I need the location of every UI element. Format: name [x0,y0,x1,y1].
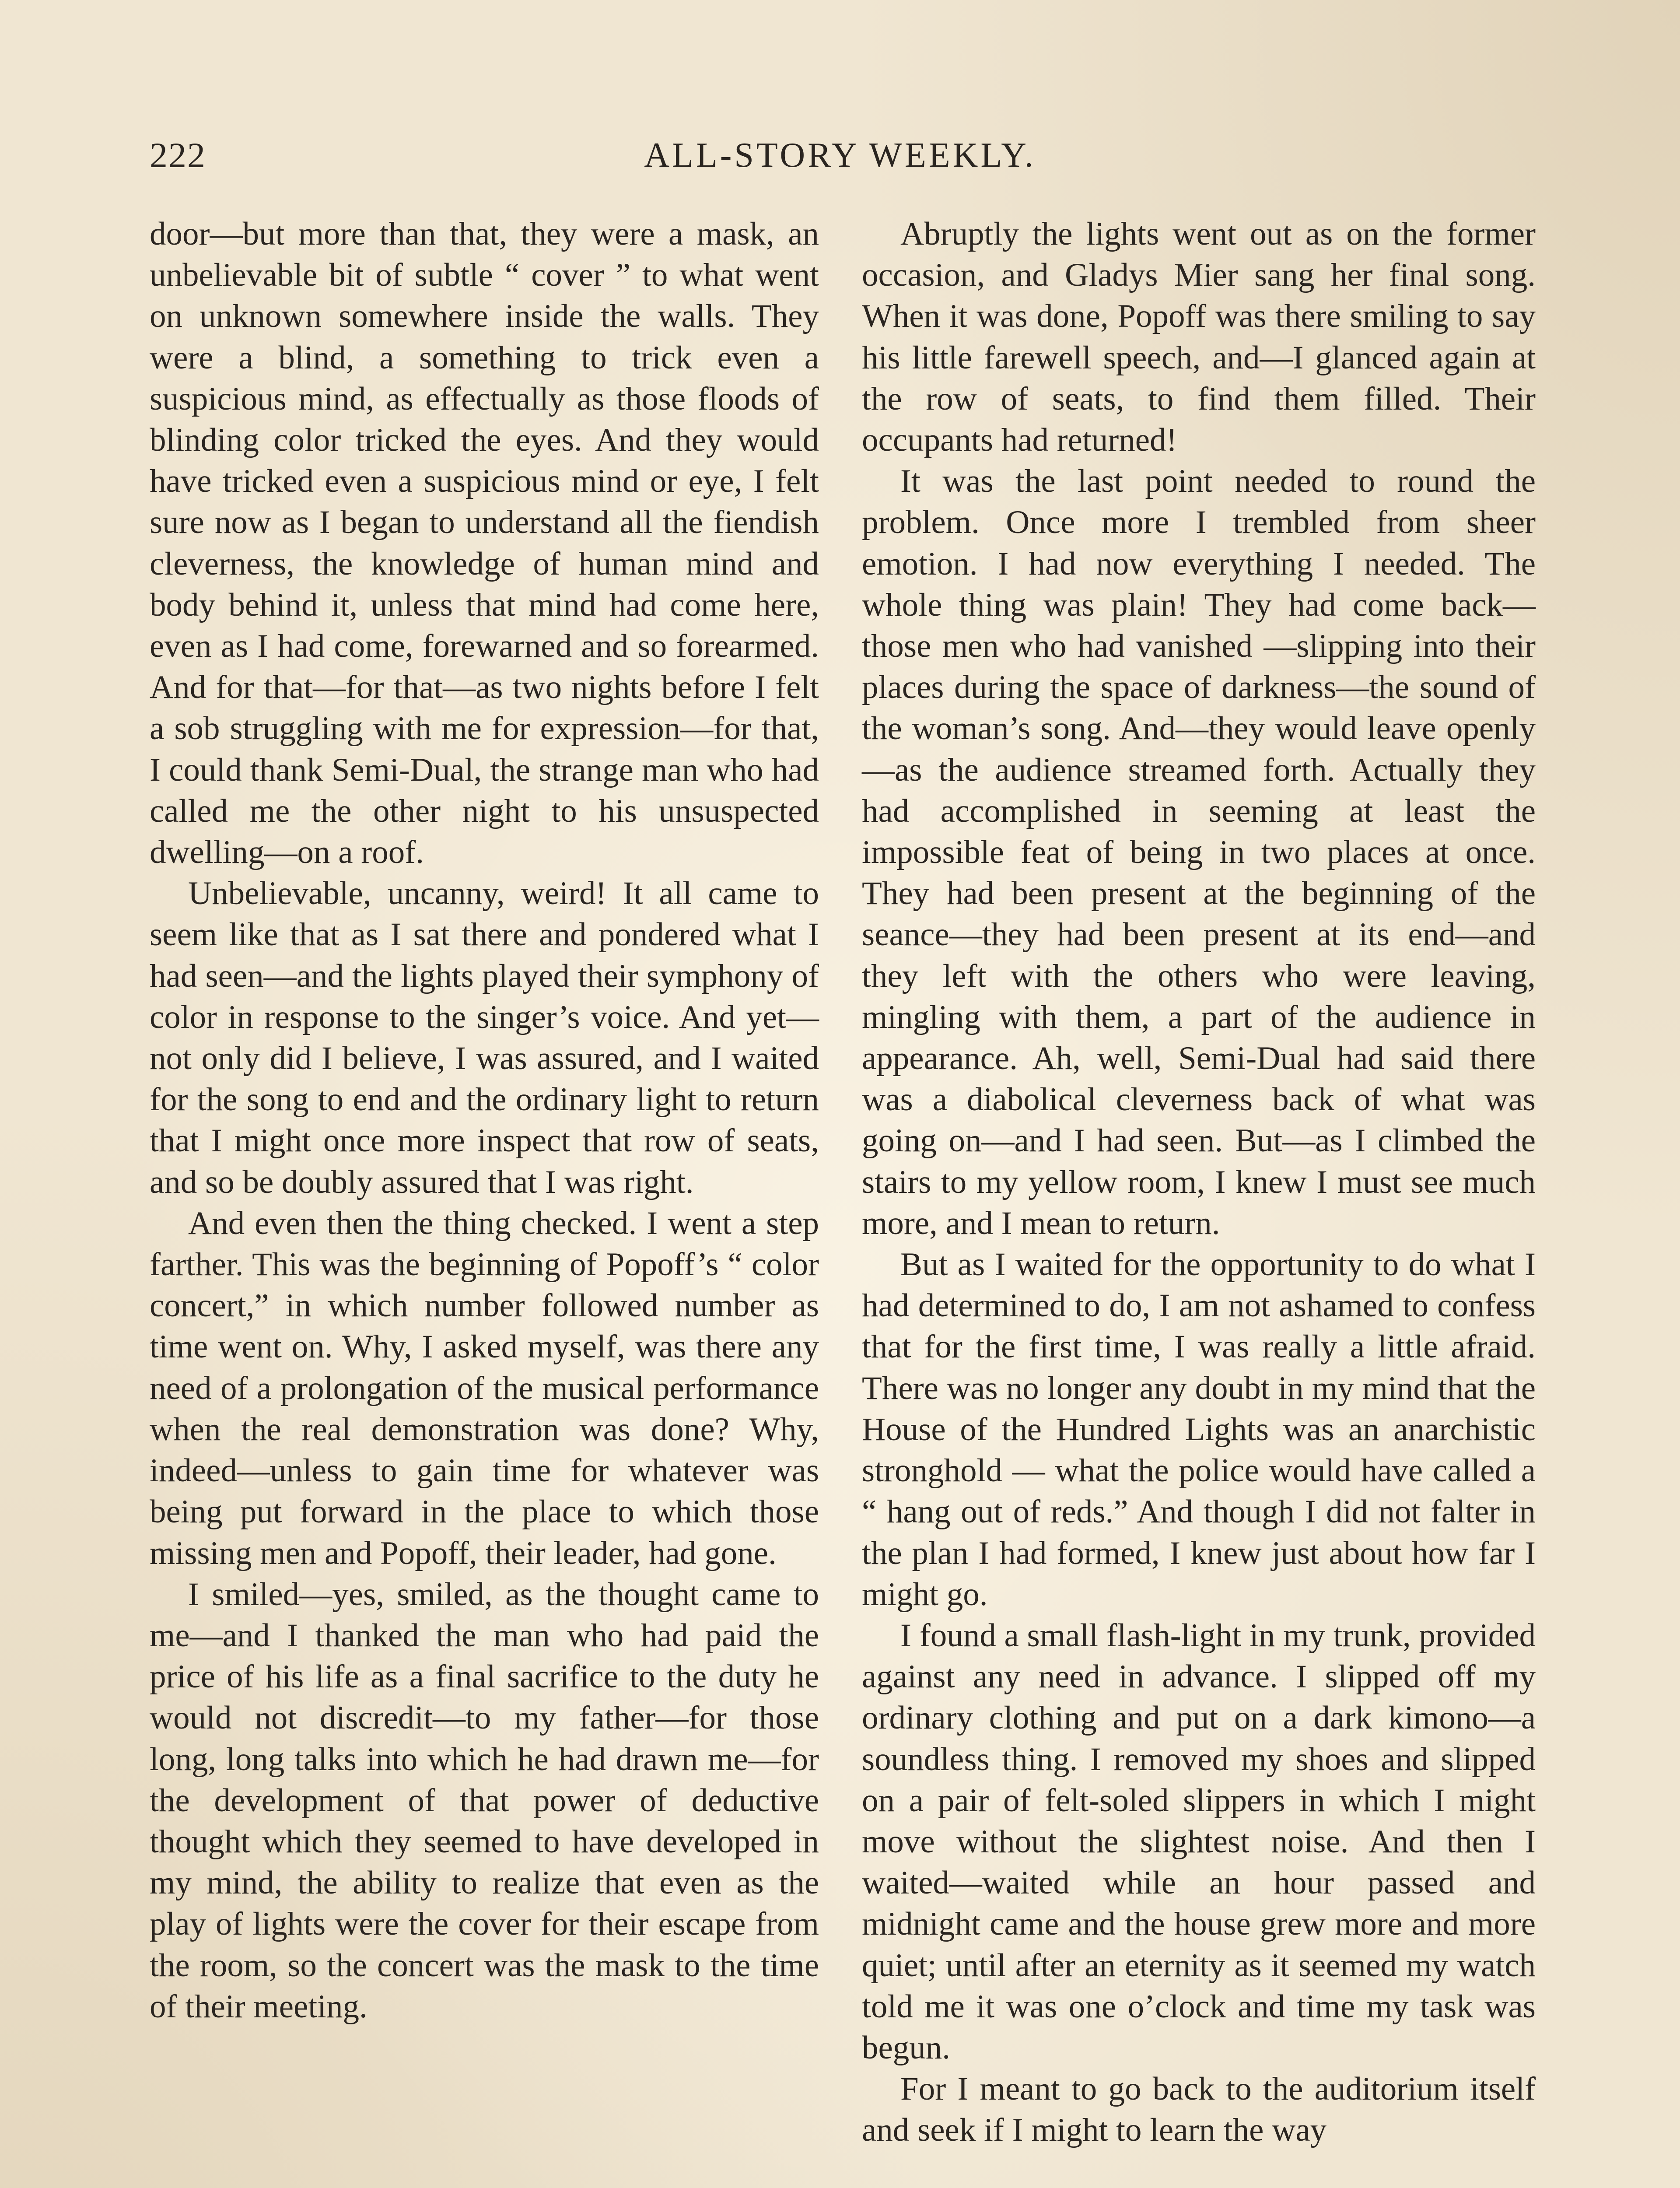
page-number: 222 [150,135,206,175]
paragraph: I smiled—yes, smiled, as the thought came to me—and I thanked the man who had paid the price of his life as a final sacrifice to the duty he would not discredit—to my father—for those long, long talks into which he had drawn me—for the development of that power of deductive thought which they seemed to have developed in my mind, the ability to realize that even as the play of lights were the cover for their escape from the room, so the concert was the mask to the time of their meeting. [150,1576,819,2025]
paragraph: For I meant to go back to the auditorium itself and seek if I might to learn the way [862,2071,1536,2149]
running-head: ALL-STORY WEEKLY. [644,136,1036,175]
paragraph: I found a small flash-light in my trunk, provided against any need in advance. I slipped off my ordinary clothing and put on a dark kimono—a soundless thing. I removed my shoes and slipped on a pair of felt-soled slippers in which I might move without the slightest noise. And then I waited—waited while an hour passed and midnight came and the house grew more and more quiet; until after an eternity as it seemed my watch told me it was one o’clock and time my task was begun. [862,1617,1536,2066]
paragraph: Unbelievable, uncanny, weird! It all came to seem like that as I sat there and pondered what I had seen—and the lights played their symphony of color in response to the singer’s voice. And yet—not only did I believe, I was assured, and I waited for the song to end and the ordinary light to return that I might once more inspect that row of seats, and so be doubly assured that I was right. [150,875,819,1200]
paragraph: It was the last point needed to round the problem. Once more I trembled from sheer emotion. I had now everything I needed. The whole thing was plain! They had come back—those men who had vanished —slipping into their places during the space of darkness—the sound of the woman’s song. And—they would leave openly—as the audience streamed forth. Actually they had accomplished in seeming at least the impossible feat of being in two places at once. They had been present at the beginning of the seance—they had been present at its end—and they left with the others who were leaving, mingling with them, a part of the audience in appearance. Ah, well, Semi-Dual had said there was a diabolical cleverness back of what was going on—and I had seen. But—as I climbed the stairs to my yellow room, I knew I must see much more, and I mean to return. [862,463,1536,1241]
left-column [150,214,819,2027]
paragraph: And even then the thing checked. I went a step farther. This was the beginning of Popoff’s “ color concert,” in which number followed number as time went on. Why, I asked myself, was there any need of a prolongation of the musical performance when the real demonstration was done? Why, indeed—unless to gain time for whatever was being put forward in the place to which those missing men and Popoff, their leader, had gone. [150,1205,819,1571]
paragraph: But as I waited for the opportunity to do what I had determined to do, I am not ashamed to confess that for the first time, I was really a little afraid. There was no longer any doubt in my mind that the House of the Hundred Lights was an anarchistic stronghold — what the police would have called a “ hang out of reds.” And though I did not falter in the plan I had formed, I knew just about how far I might go. [862,1246,1536,1613]
page-header [0,131,1680,179]
paragraph: door—but more than that, they were a mask, an unbelievable bit of subtle “ cover ” to what went on unknown somewhere inside the walls. They were a blind, a something to trick even a suspicious mind, as effectually as those floods of blinding color tricked the eyes. And they would have tricked even a suspicious mind or eye, I felt sure now as I began to understand all the fiendish cleverness, the knowledge of human mind and body behind it, unless that mind had come here, even as I had come, forewarned and so forearmed. And for that—for that—as two nights before I felt a sob struggling with me for expression—for that, I could thank Semi-Dual, the strange man who had called me the other night to his unsuspected dwelling—on a roof. [150,216,819,871]
right-column [862,214,1536,2151]
paragraph: Abruptly the lights went out as on the former occasion, and Gladys Mier sang her final song. When it was done, Popoff was there smiling to say his little farewell speech, and—I glanced again at the row of seats, to find them filled. Their occupants had returned! [862,216,1536,459]
